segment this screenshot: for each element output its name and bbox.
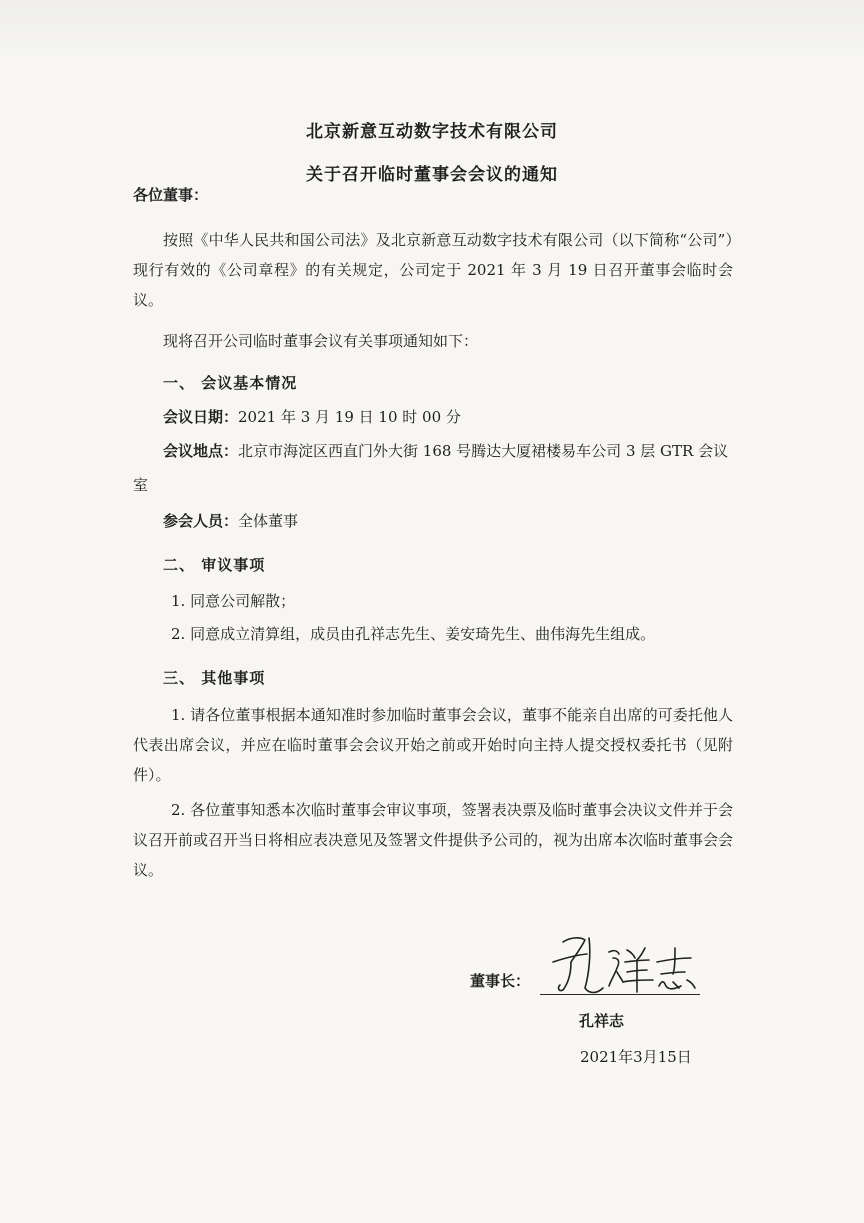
intro-paragraph: 按照《中华人民共和国公司法》及北京新意互动数字技术有限公司（以下简称“公司”）现行有效的《公司章程》的有关规定，公司定于 2021 年 3 月 19 日召开董事会临时会议。 xyxy=(133,231,733,309)
meeting-date-label: 会议日期： xyxy=(163,408,239,426)
chairman-label: 董事长： xyxy=(470,972,531,990)
document-title-subject: 关于召开临时董事会会议的通知 xyxy=(306,165,558,185)
notice-paragraph: 现将召开公司临时董事会议有关事项通知如下： xyxy=(163,332,479,350)
other-item: 1. 请各位董事根据本通知准时参加临时董事会会议，董事不能亲自出席的可委托他人代表出席会议，并应在临时董事会会议开始之前或开始时向主持人提交授权委托书（见附件）。 xyxy=(133,706,733,784)
meeting-place-label: 会议地点： xyxy=(163,442,239,460)
meeting-date-value: 2021 年 3 月 19 日 10 时 00 分 xyxy=(238,408,461,426)
section-heading-other-items: 三、 其他事项 xyxy=(163,669,266,687)
salutation: 各位董事： xyxy=(133,186,209,204)
signature-line xyxy=(540,994,700,995)
chairman-name: 孔祥志 xyxy=(579,1012,625,1030)
meeting-date-field xyxy=(133,400,738,434)
meeting-place-value: 北京市海淀区西直门外大街 168 号腾达大厦裙楼易车公司 3 层 GTR 会议室 xyxy=(133,442,729,494)
meeting-place-field xyxy=(133,434,738,502)
attendees-field xyxy=(133,504,738,538)
section-heading-review-items: 二、 审议事项 xyxy=(163,556,266,574)
handwritten-signature xyxy=(545,928,705,1004)
attendees-value: 全体董事 xyxy=(238,512,299,530)
section-heading-basic-info: 一、 会议基本情况 xyxy=(163,374,298,392)
signing-date: 2021年3月15日 xyxy=(580,1048,692,1066)
document-title-company: 北京新意互动数字技术有限公司 xyxy=(306,122,558,142)
attendees-label: 参会人员： xyxy=(163,512,239,530)
other-item: 2. 各位董事知悉本次临时董事会审议事项，签署表决票及临时董事会决议文件并于会议召开前或召开当日将相应表决意见及签署文件提供予公司的，视为出席本次临时董事会会议。 xyxy=(133,801,734,879)
review-item: 1. 同意公司解散； xyxy=(171,592,296,610)
review-item: 2. 同意成立清算组，成员由孔祥志先生、姜安琦先生、曲伟海先生组成。 xyxy=(171,625,656,643)
